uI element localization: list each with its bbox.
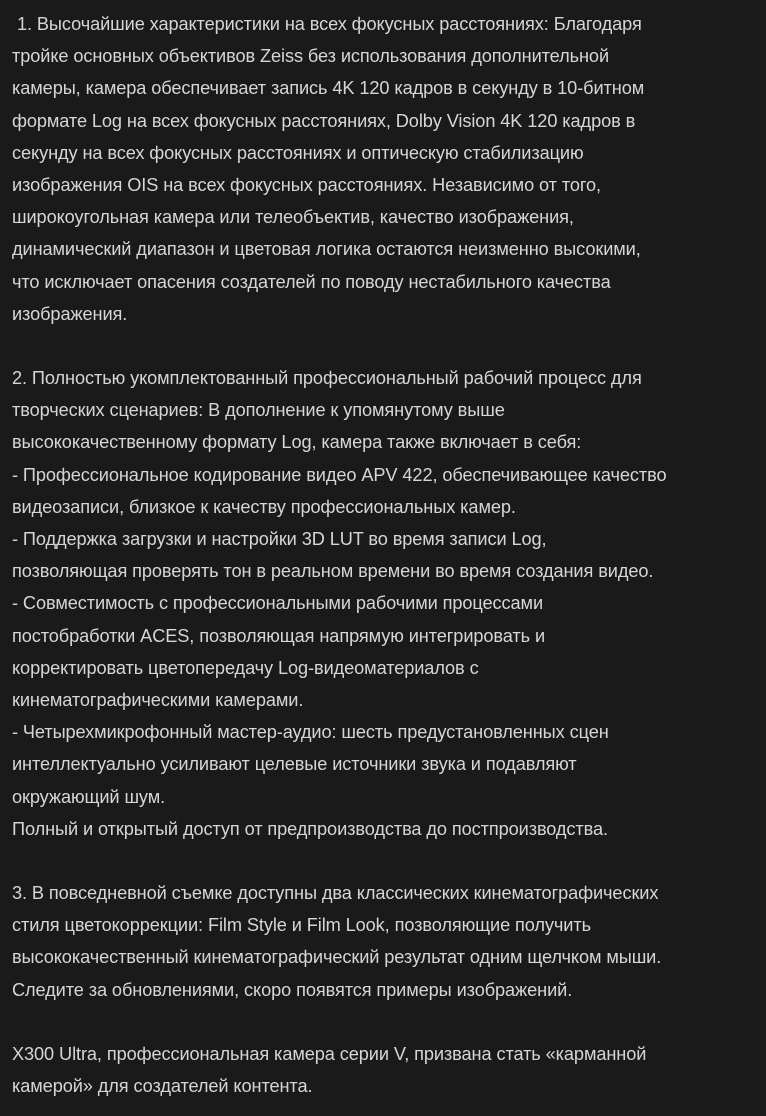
paragraph-gap xyxy=(12,330,754,362)
text-line: видеозаписи, близкое к качеству профессиональных камер. xyxy=(12,496,516,517)
text-line: - Профессиональное кодирование видео APV 422, обеспечивающее качество xyxy=(12,464,667,485)
text-line: динамический диапазон и цветовая логика остаются неизменно высокими, xyxy=(12,239,641,260)
text-line: кинематографическими камерами. xyxy=(12,689,304,710)
paragraph-gap xyxy=(12,1006,754,1038)
text-line: широкоугольная камера или телеобъектив, качество изображения, xyxy=(12,207,574,228)
text-line: X300 Ultra, профессиональная камера серии V, призвана стать «карманной xyxy=(12,1044,647,1064)
text-line: интеллектуально усиливают целевые источники звука и подавляют xyxy=(12,754,577,775)
text-line: постобработки ACES, позволяющая напрямую интегрировать и xyxy=(12,625,545,646)
text-line: высококачественному формату Log, камера также включает в себя: xyxy=(12,432,582,453)
text-line: корректировать цветопередачу Log-видеоматериалов с xyxy=(12,657,479,678)
section-point-1 xyxy=(12,8,754,330)
text-line: - Совместимость с профессиональными рабочими процессами xyxy=(12,593,544,614)
section-point-2 xyxy=(12,362,754,845)
text-line: творческих сценариев: В дополнение к упомянутому выше xyxy=(12,400,505,421)
text-line: камеры, камера обеспечивает запись 4K 120 кадров в секунду в 10-битном xyxy=(12,78,645,99)
text-line: Следите за обновлениями, скоро появятся примеры изображений. xyxy=(12,979,573,1000)
text-line: секунду на всех фокусных расстояниях и оптическую стабилизацию xyxy=(12,142,584,163)
text-line: тройке основных объективов Zeiss без использования дополнительной xyxy=(12,46,609,67)
paragraph-gap xyxy=(12,845,754,877)
text-line: изображения. xyxy=(12,303,128,324)
text-line: 1. Высочайшие характеристики на всех фокусных расстояниях: Благодаря xyxy=(12,14,642,34)
text-line: - Поддержка загрузки и настройки 3D LUT во время записи Log, xyxy=(12,529,547,549)
section-point-3 xyxy=(12,877,754,1006)
text-line: камерой» для создателей контента. xyxy=(12,1076,313,1097)
text-line: Полный и открытый доступ от предпроизводства до постпроизводства. xyxy=(12,818,608,839)
text-line: высококачественный кинематографический результат одним щелчком мыши. xyxy=(12,947,662,968)
text-line: позволяющая проверять тон в реальном времени во время создания видео. xyxy=(12,561,654,582)
text-line: что исключает опасения создателей по поводу нестабильного качества xyxy=(12,271,611,292)
text-line: изображения OIS на всех фокусных расстояниях. Независимо от того, xyxy=(12,174,601,195)
text-line: формате Log на всех фокусных расстояниях, Dolby Vision 4K 120 кадров в xyxy=(12,110,636,131)
text-line: 3. В повседневной съемке доступны два классических кинематографических xyxy=(12,883,659,904)
text-line: 2. Полностью укомплектованный профессиональный рабочий процесс для xyxy=(12,368,642,389)
text-line: - Четырехмикрофонный мастер-аудио: шесть предустановленных сцен xyxy=(12,722,609,743)
section-closing xyxy=(12,1038,754,1102)
text-line: окружающий шум. xyxy=(12,786,166,807)
text-line: стиля цветокоррекции: Film Style и Film Look, позволяющие получить xyxy=(12,915,591,936)
